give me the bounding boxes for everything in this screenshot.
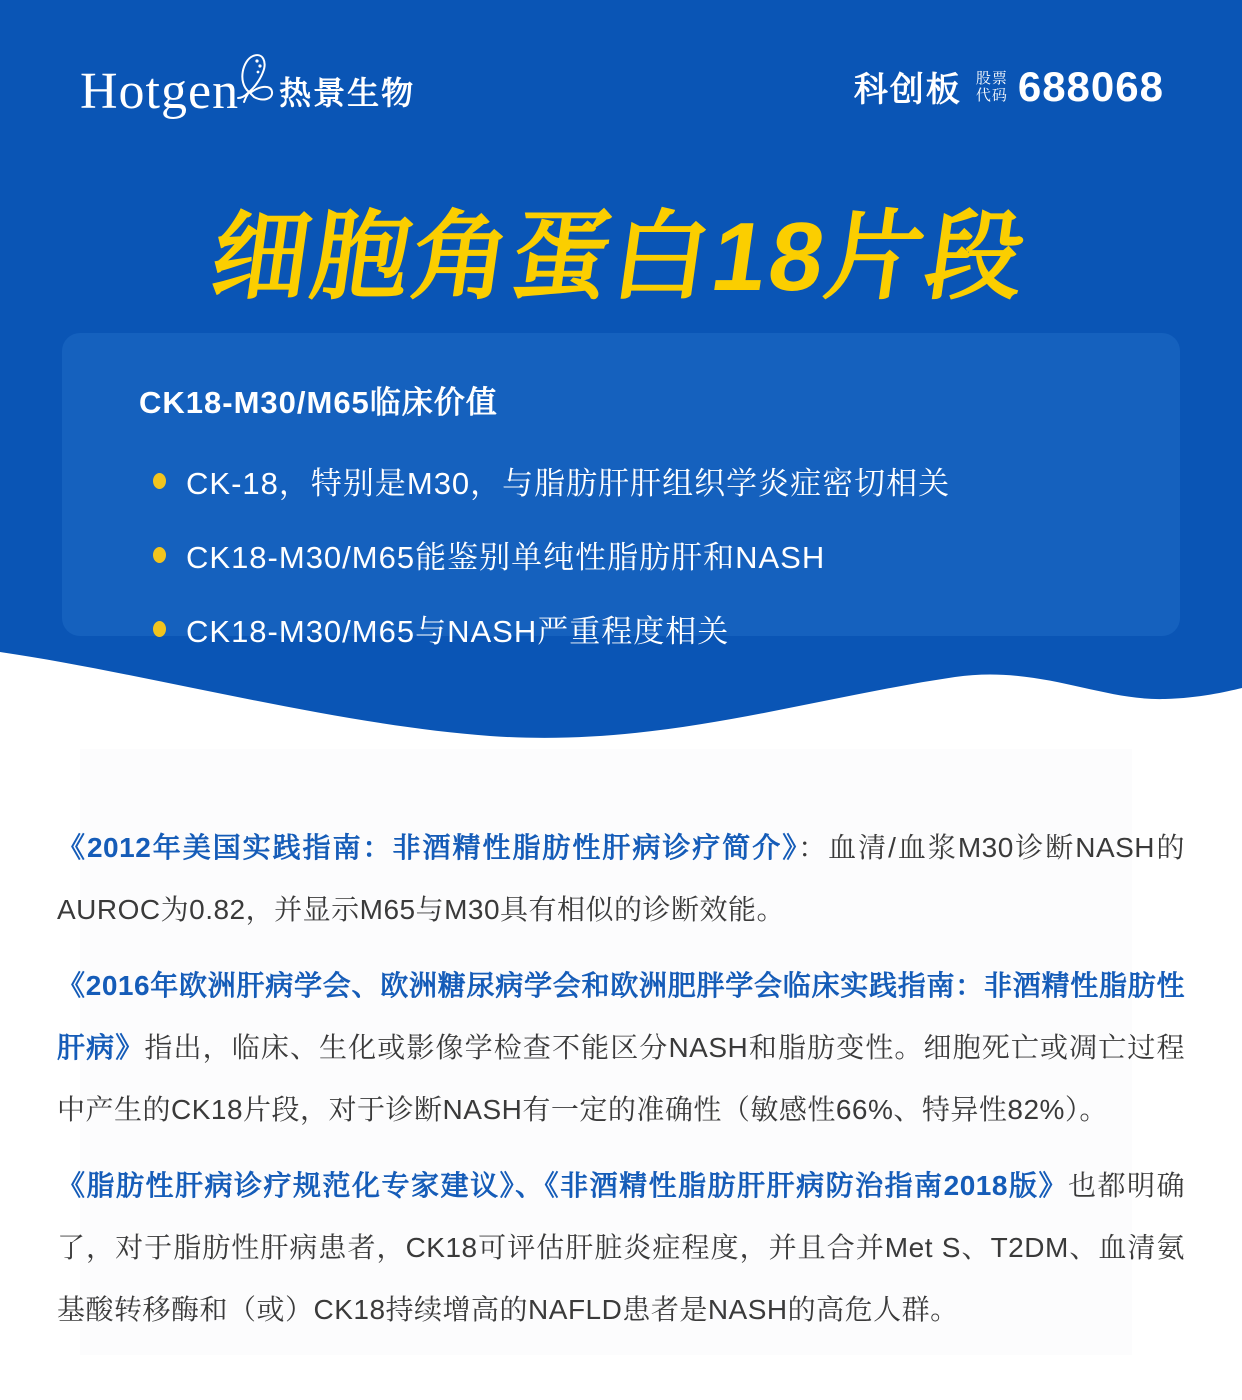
guideline-title: 《脂肪性肝病诊疗规范化专家建议》、《非酒精性脂肪肝肝病防治指南2018版》 xyxy=(57,1170,1068,1201)
header xyxy=(0,0,1242,140)
paragraph-text: 指出，临床、生化或影像学检查不能区分NASH和脂肪变性。细胞死亡或凋亡过程中产生的CK18片段，对于诊断NASH有一定的准确性（敏感性66%、特异性82%）。 xyxy=(57,1032,1185,1125)
body-paragraphs xyxy=(57,817,1185,1355)
paragraph-text: 也都明确了，对于脂肪性肝病患者，CK18可评估肝脏炎症程度，并且合并Met S、T2DM、血清氨基酸转移酶和（或）CK18持续增高的NAFLD患者是NASH的高危人群。 xyxy=(57,1170,1185,1325)
page-title: 细胞角蛋白18片段 xyxy=(205,202,1035,311)
paragraph xyxy=(57,955,1185,1141)
bullet-item xyxy=(139,606,1140,651)
card-heading: CK18-M30/M65临床价值 xyxy=(139,385,498,420)
butterfly-icon xyxy=(235,48,275,104)
stock-code-label xyxy=(976,70,1008,104)
paragraph xyxy=(57,817,1185,941)
stock-code: 688068 xyxy=(1017,62,1164,110)
brand-name: Hotgen xyxy=(80,63,240,120)
stock-board: 科创板 xyxy=(853,71,962,109)
bullet-item xyxy=(139,458,1140,503)
bullet-item xyxy=(139,532,1140,577)
paragraph-text: ：血清/血浆M30诊断NASH的AUROC为0.82，并显示M65与M30具有相似的诊断效能。 xyxy=(57,832,1185,925)
bullet-text: CK-18，特别是M30，与脂肪肝肝组织学炎症密切相关 xyxy=(186,466,951,501)
stock-label-line2: 代码 xyxy=(975,86,1008,104)
guideline-title: 《2016年欧洲肝病学会、欧洲糖尿病学会和欧洲肥胖学会临床实践指南：非酒精性脂肪性肝病》 xyxy=(57,970,1185,1063)
wave-divider xyxy=(0,652,1242,748)
brand-name-chinese: 热景生物 xyxy=(279,75,416,111)
brand-logo xyxy=(80,48,415,122)
bullet-dot-icon xyxy=(153,473,166,489)
bullet-dot-icon xyxy=(153,621,166,637)
bullet-text: CK18-M30/M65与NASH严重程度相关 xyxy=(186,614,730,649)
paragraph xyxy=(57,1155,1185,1341)
bullet-dot-icon xyxy=(153,547,166,563)
clinical-value-card xyxy=(62,333,1180,649)
guideline-title: 《2012年美国实践指南：非酒精性脂肪性肝病诊疗简介》 xyxy=(57,832,799,863)
stock-label-line1: 股票 xyxy=(975,69,1008,87)
bullet-list xyxy=(139,458,1140,651)
bullet-text: CK18-M30/M65能鉴别单纯性脂肪肝和NASH xyxy=(186,540,826,575)
stock-info xyxy=(854,62,1164,111)
